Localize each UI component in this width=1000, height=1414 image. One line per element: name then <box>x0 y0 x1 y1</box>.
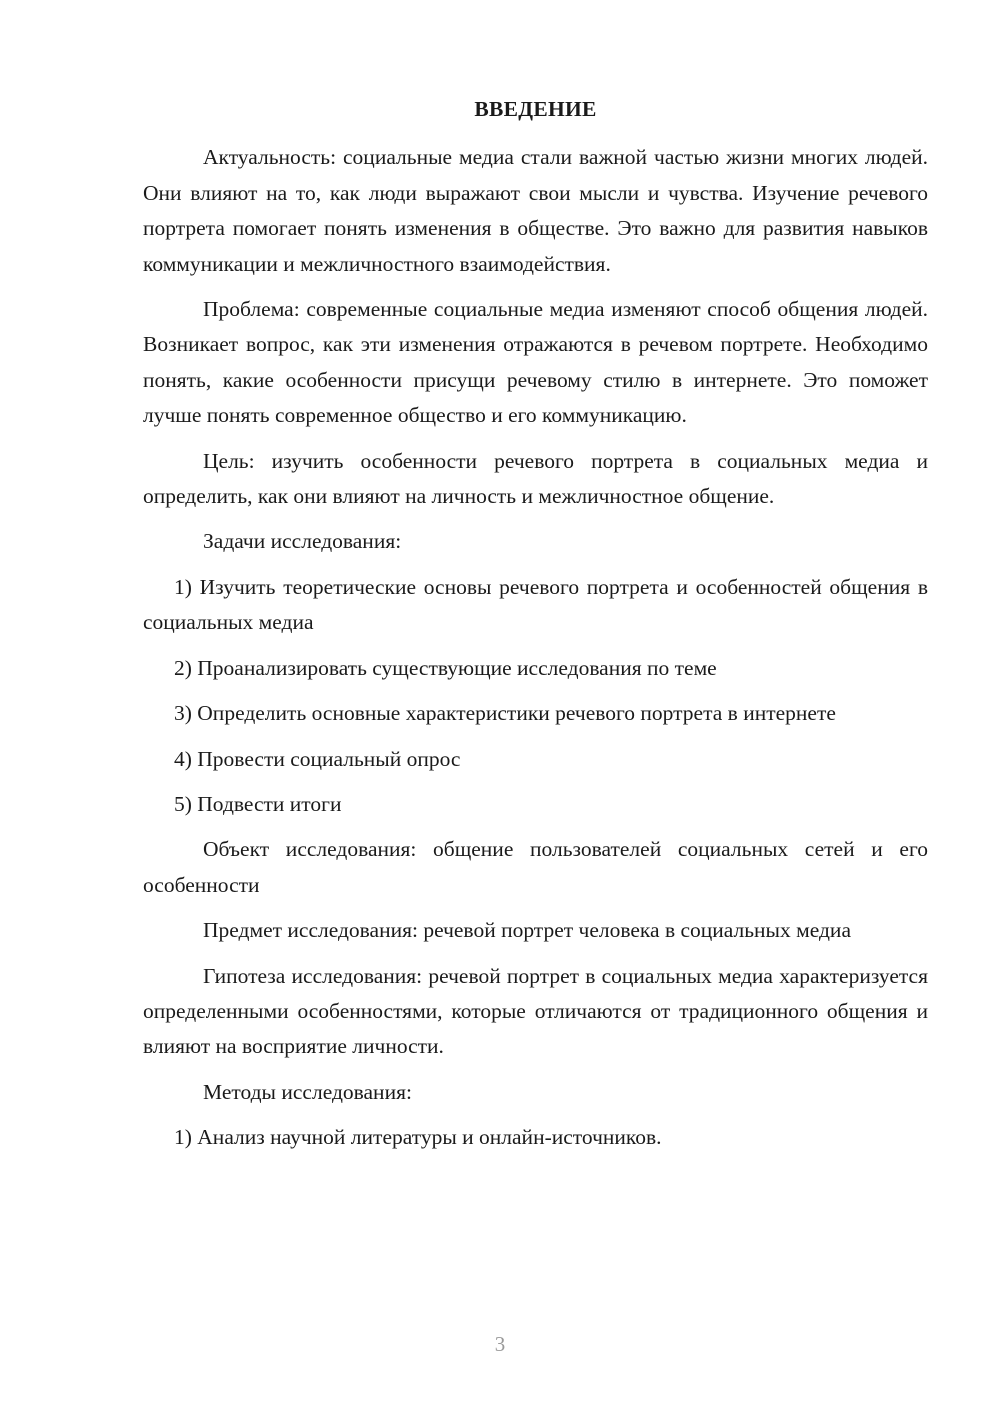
list-item-task-1: 1) Изучить теоретические основы речевого портрета и особенностей общения в социальных медиа <box>143 574 928 635</box>
list-item-task-2: 2) Проанализировать существующие исследования по теме <box>174 655 717 680</box>
paragraph-problem: Проблема: современные социальные медиа изменяют способ общения людей. Возникает вопрос, как эти изменения отражаются в речевом портрете. Необходимо понять, какие особенности присущи речевому стилю в интернете. Это поможет лучше понять современное общество и его коммуникацию. <box>143 297 928 428</box>
paragraph-tasks-heading: Задачи исследования: <box>203 529 402 554</box>
paragraph-goal: Цель: изучить особенности речевого портрета в социальных медиа и определить, как они влияют на личность и межличностное общение. <box>143 448 928 509</box>
list-item-task-4: 4) Провести социальный опрос <box>174 746 461 771</box>
list-item-task-5: 5) Подвести итоги <box>174 791 342 816</box>
document-page <box>143 92 928 1166</box>
paragraph-methods-heading: Методы исследования: <box>203 1079 412 1104</box>
paragraph-hypothesis: Гипотеза исследования: речевой портрет в социальных медиа характеризуется определенными особенностями, которые отличаются от традиционного общения и влияют на восприятие личности. <box>143 963 928 1059</box>
paragraph-object: Объект исследования: общение пользователей социальных сетей и его особенности <box>143 837 928 897</box>
page-number: 3 <box>494 1332 506 1356</box>
paragraph-subject: Предмет исследования: речевой портрет человека в социальных медиа <box>203 918 851 943</box>
section-title: ВВЕДЕНИЕ <box>474 97 597 121</box>
paragraph-relevance: Актуальность: социальные медиа стали важной частью жизни многих людей. Они влияют на то, как люди выражают свои мысли и чувства. Изучение речевого портрета помогает понять изменения в обществе. Это важно для развития навыков коммуникации и межличностного взаимодействия. <box>143 145 928 276</box>
list-item-task-3: 3) Определить основные характеристики речевого портрета в интернете <box>174 701 836 726</box>
list-item-method-1: 1) Анализ научной литературы и онлайн-источников. <box>174 1125 662 1150</box>
